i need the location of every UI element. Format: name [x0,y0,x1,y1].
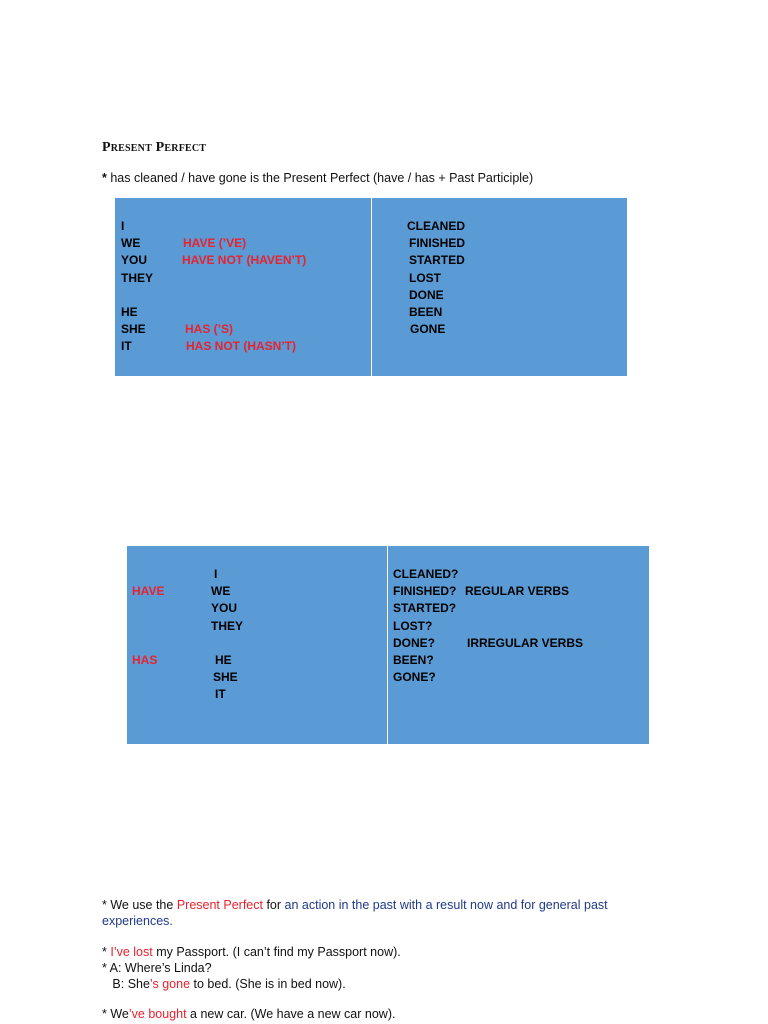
verb: STARTED [409,253,465,268]
auxiliary: HAVE [132,584,165,599]
table-row [132,669,382,686]
pronoun: HE [215,652,232,667]
verb-row [393,566,643,583]
table-row [132,583,382,600]
pronoun: WE [211,584,231,599]
verb-row [393,652,643,669]
table-divider [387,546,388,744]
verb: FINISHED? [393,584,457,599]
page-title: Present Perfect [102,140,207,155]
example-3 [102,1006,662,1022]
table-left-column [121,218,369,356]
verb-row [407,321,617,338]
pronoun: WE [121,236,141,251]
table-row [132,566,382,583]
intro-line [102,171,533,185]
verb: GONE? [393,670,436,685]
example-2b [102,976,662,992]
usage-description-cont: experiences. [102,914,173,928]
table-row [132,652,382,669]
pronoun: HE [121,304,138,319]
example-2a: * A: Where’s Linda? [102,961,212,975]
verb-row [393,583,643,600]
pronoun: THEY [211,618,244,633]
example-star: * [102,945,111,959]
table-row [132,600,382,617]
verb: LOST? [393,618,433,633]
table-row [121,287,369,304]
table-row [121,252,369,269]
verb-row [393,600,643,617]
verb: LOST [409,270,441,285]
auxiliary: HAS (’S) [185,322,233,337]
example-1 [102,944,662,960]
table-row [121,218,369,235]
usage-highlight: Present Perfect [176,898,263,912]
verb: CLEANED [407,219,466,233]
table-row [121,235,369,252]
table-row [121,321,369,338]
example-text: * We [102,1007,129,1021]
verb-row [407,235,617,252]
verb-row [407,218,617,235]
intro-text: has cleaned / have gone is the Present Perfect (have / has + Past Participle) [106,171,534,185]
example-highlight: ’ve bought [128,1007,187,1021]
question-table [127,546,649,744]
example-text: to bed. (She is in bed now). [190,977,346,991]
pronoun: I [121,219,125,233]
pronoun: YOU [211,601,238,616]
conjugation-table [115,198,627,376]
table-row [132,618,382,635]
verb-row [407,304,617,321]
pronoun: I [214,567,218,581]
verb: FINISHED [409,236,466,251]
verb-row [407,252,617,269]
pronoun: SHE [121,322,146,337]
verb-type-note: IRREGULAR VERBS [467,635,584,650]
intro-star: * [102,171,107,185]
verb: DONE? [393,635,435,650]
pronoun: YOU [121,253,148,268]
pronoun: IT [121,339,132,354]
verb-type-note: REGULAR VERBS [465,584,570,599]
verb: CLEANED? [393,567,459,581]
example-text: my Passport. (I can’t find my Passport now). [152,945,401,959]
auxiliary: HAS [132,652,158,667]
table-row [132,686,382,703]
table-left-column [132,566,382,704]
table-row [121,270,369,287]
pronoun: SHE [213,670,238,685]
example-highlight: I’ve lost [110,945,153,959]
pronoun: THEY [121,270,154,285]
example-highlight: ’s gone [149,977,191,991]
auxiliary: HAVE NOT (HAVEN’T) [182,253,307,268]
pronoun: IT [215,687,226,702]
table-row [132,635,382,652]
usage-description: an action in the past with a result now and for general past [284,898,608,912]
verb: STARTED? [393,601,457,616]
verb-row [407,287,617,304]
usage-prefix: * We use the [102,898,177,912]
verb: GONE [410,322,446,337]
table-row [121,304,369,321]
verb-row [393,635,643,652]
verb-row [393,618,643,635]
example-text: B: She [102,977,150,991]
verb: DONE [409,287,444,302]
usage-mid: for [262,898,285,912]
verb-row [407,270,617,287]
table-right-column [407,218,617,338]
usage-paragraph [102,897,662,929]
verb: BEEN [409,304,443,319]
example-text: a new car. (We have a new car now). [186,1007,396,1021]
verb: BEEN? [393,652,434,667]
table-divider [371,198,372,376]
auxiliary: HAS NOT (HASN’T) [186,339,296,354]
examples [102,944,662,1022]
table-row [121,338,369,355]
auxiliary: HAVE (’VE) [183,236,247,251]
table-right-column [393,566,643,686]
verb-row [393,669,643,686]
